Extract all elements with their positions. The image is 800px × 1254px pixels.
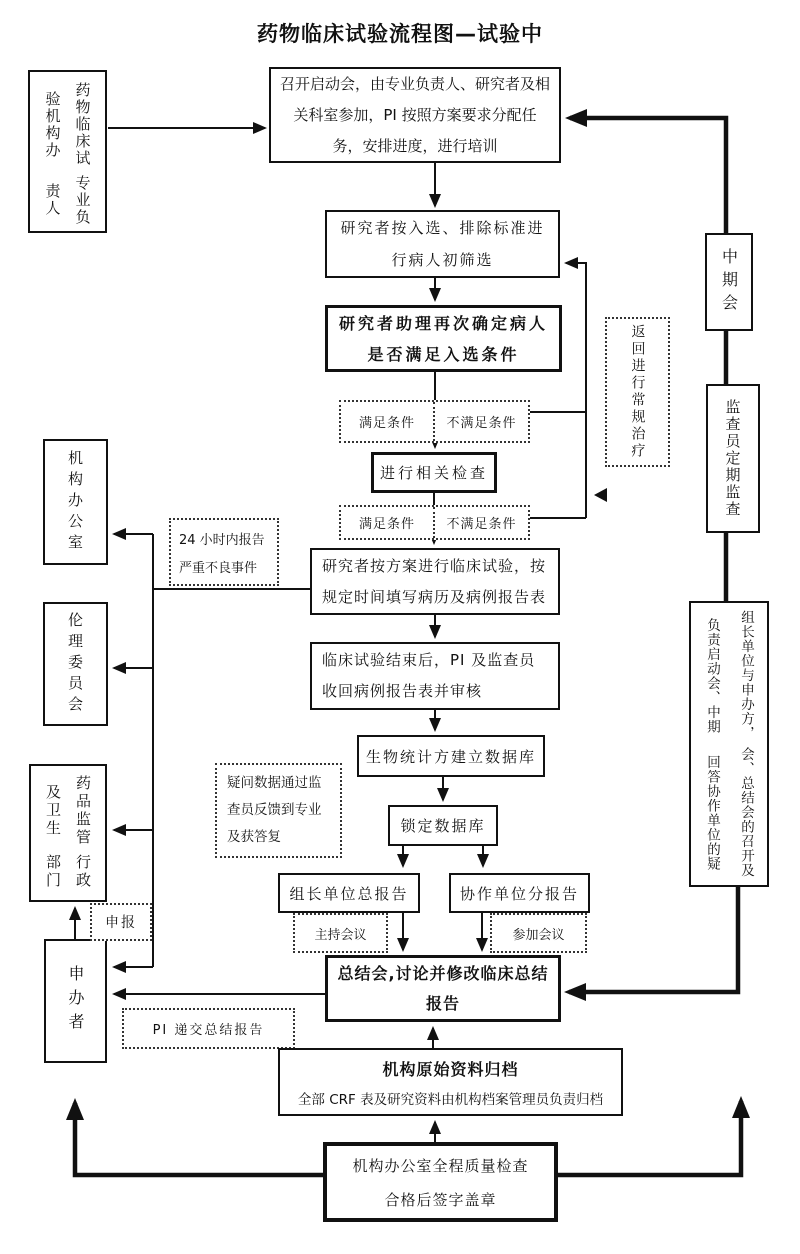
node-drug-regulator: [29, 764, 107, 902]
node-label: 专业负责人: [43, 174, 92, 226]
node-midterm-meeting: 中期会: [705, 233, 753, 331]
node-ethics-committee: 伦理委员会: [43, 602, 108, 726]
annotation-join-meeting: 参加会议: [490, 913, 587, 953]
diagram-title: 药物临床试验流程图—试验中: [257, 22, 543, 46]
node-label: 会、总结会的召开及回答协作单位的疑: [704, 747, 754, 878]
node-case-report-collection: 临床试验结束后，PI 及监查员收回病例报告表并审核: [310, 642, 560, 710]
annotation-data-query: 疑问数据通过监查员反馈到专业及获答复: [215, 763, 342, 858]
sae-line2: 严重不良事件: [179, 560, 258, 576]
node-label: 行政部门: [44, 853, 92, 890]
criteria-row-1: [339, 400, 530, 443]
node-lead-unit-duty: [689, 601, 769, 887]
node-lead-unit-report: 组长单位总报告: [278, 873, 420, 913]
node-lock-database: 锁定数据库: [388, 805, 498, 846]
node-kickoff-meeting: 召开启动会，由专业负责人、研究者及相关科室参加，PI 按照方案要求分配任务，安排进度，进行培训: [269, 67, 561, 163]
sae-line1: 24 小时内报告: [179, 532, 265, 548]
label-meets-criteria: 满足条件: [359, 517, 416, 532]
node-label: 药品监管及卫生: [44, 774, 92, 847]
node-trial-execution: 研究者按方案进行临床试验，按规定时间填写病历及病例报告表: [310, 548, 560, 615]
criteria-row-2: [339, 505, 530, 540]
node-assistant-recheck: 研究者助理再次确定病人是否满足入选条件: [325, 305, 562, 372]
node-related-examination: 进行相关检查: [371, 452, 497, 493]
qc-line2: 合格后签字盖章: [384, 1190, 497, 1209]
node-institution-office: 机构办公室: [43, 439, 108, 565]
annotation-sae-report: [169, 518, 279, 586]
label-meets-criteria: 满足条件: [359, 416, 416, 431]
node-archive: [278, 1048, 623, 1116]
node-label: 药物临床试验机构办: [43, 82, 92, 168]
archive-subtitle: 全部 CRF 表及研究资料由机构档案管理员负责归档: [297, 1091, 604, 1108]
node-trial-org-office-lead: [28, 70, 107, 233]
node-patient-screening: 研究者按入选、排除标准进行病人初筛选: [325, 210, 560, 278]
annotation-return-normal-treatment: 返回进行常规治疗: [605, 317, 670, 467]
label-not-meets-criteria: 不满足条件: [433, 402, 528, 441]
label-not-meets-criteria: 不满足条件: [433, 507, 528, 538]
node-monitor-inspection: 监查员定期监查: [706, 384, 760, 533]
archive-title: 机构原始资料归档: [382, 1059, 519, 1079]
node-sponsor: 申办者: [44, 939, 107, 1063]
annotation-declare: 申报: [90, 903, 152, 941]
node-qc-signoff: [323, 1142, 558, 1222]
annotation-pi-submit-report: PI 递交总结报告: [122, 1008, 295, 1049]
loopback-arrowhead: [594, 488, 607, 502]
node-biostat-database: 生物统计方建立数据库: [357, 735, 545, 777]
node-label: 组长单位与申办方，负责启动会、中期: [704, 610, 754, 741]
node-summary-meeting: 总结会,讨论并修改临床总结报告: [325, 955, 561, 1022]
node-collab-unit-report: 协作单位分报告: [449, 873, 590, 913]
qc-line1: 机构办公室全程质量检查: [352, 1156, 529, 1175]
annotation-host-meeting: 主持会议: [293, 913, 388, 953]
